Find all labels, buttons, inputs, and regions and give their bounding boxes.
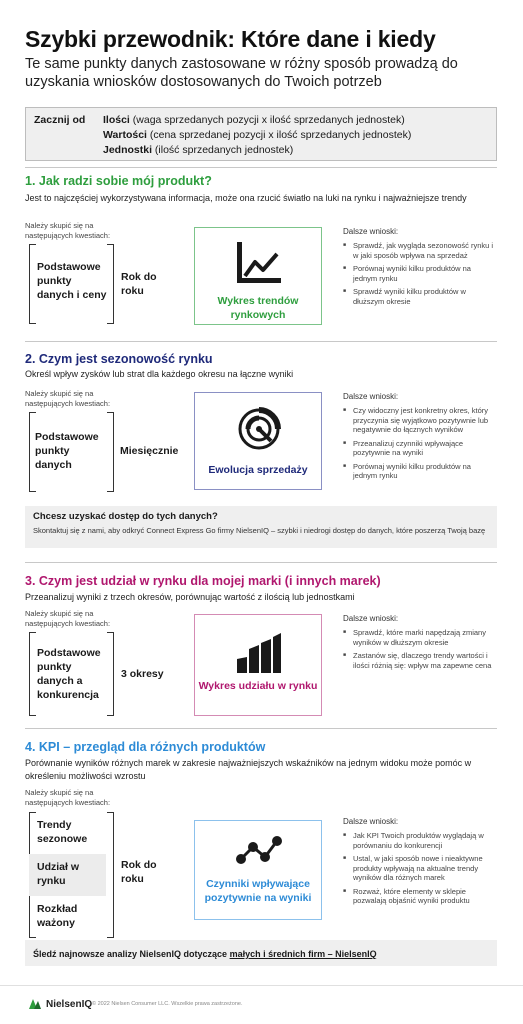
follow-text: Śledź najnowsze analizy NielsenIQ dotyczące — [33, 949, 230, 959]
section-1-dimension: Podstawowe punkty danych i ceny — [37, 261, 107, 301]
section-3-title: 3. Czym jest udział w rynku dla mojej marki (i innych marek) — [25, 574, 381, 588]
section-4-period: Rok do roku — [121, 859, 157, 885]
section-3-desc: Przeanalizuj wyniki z trzech okresów, porównując wartość z ilością lub jednostkami — [25, 592, 355, 602]
divider — [25, 167, 497, 168]
insights-title: Dalsze wnioski: — [343, 227, 399, 236]
start-desc: (waga sprzedanych pozycji x ilość sprzedanych jednostek) — [129, 114, 405, 126]
insights-title: Dalsze wnioski: — [343, 817, 399, 826]
section-1-period: Rok do roku — [121, 271, 157, 297]
cta-text: Skontaktuj się z nami, aby odkryć Connect Express Go firmy NielsenIQ – szybki i niedrogi dostęp do danych, które poszerzą Twoją bazę — [33, 526, 486, 535]
section-4-desc: Porównanie wyników różnych marek w zakresie najważniejszych wskaźników na jednym widoku może pomóc w określeniu możliwości wzrostu — [25, 758, 472, 781]
cta-title: Chcesz uzyskać dostęp do tych danych? — [33, 511, 218, 522]
section-1-desc: Jest to najczęściej wykorzystywana informacja, może ona rzucić światło na luki na rynku i najważniejsze trendy — [25, 193, 467, 203]
section-4-chart-card[interactable] — [194, 820, 322, 920]
kpi-rows — [29, 812, 106, 938]
start-desc: (ilość sprzedanych jednostek) — [152, 144, 294, 156]
section-2-dimension: Podstawowe punkty danych — [35, 431, 99, 471]
nielseniq-logo[interactable] — [28, 998, 92, 1010]
insight-item: ■ Rozważ, które elementy w sklepie pozwalają objaśnić wyniki produktu — [343, 887, 495, 906]
insight-item: ■ Zastanów się, dlaczego trendy wartości i ilości różnią się: wpływ ma zapewne cena — [343, 651, 495, 670]
section-1-insights — [343, 227, 495, 310]
section-1-title: 1. Jak radzi sobie mój produkt? — [25, 174, 212, 188]
section-2-title: 2. Czym jest sezonowość rynku — [25, 352, 213, 366]
section-3-dimension: Podstawowe punkty danych a konkurencja — [37, 647, 101, 701]
nielseniq-logo-icon — [28, 998, 42, 1010]
section-1-chart-card[interactable] — [194, 227, 322, 325]
section-3-period: 3 okresy — [121, 668, 164, 680]
section-3-chart-label: Wykres udziału w rynku — [198, 680, 318, 692]
start-row-value — [103, 129, 411, 141]
sales-evolution-icon — [235, 405, 283, 453]
section-4-ask-label: Należy skupić się na następujących kwestiach: — [25, 788, 111, 807]
divider — [25, 562, 497, 563]
section-2-chart-card[interactable] — [194, 392, 322, 490]
smb-insights-link[interactable]: małych i średnich firm – NielsenIQ — [229, 949, 377, 959]
section-2-desc: Określ wpływ zysków lub strat dla każdego okresu na łączne wyniki — [25, 369, 294, 379]
page-title: Szybki przewodnik: Które dane i kiedy — [25, 26, 436, 52]
section-4-chart-label: Czynniki wpływające pozytywnie na wyniki — [204, 878, 312, 904]
section-2-ask-label: Należy skupić się na następujących kwestiach: — [25, 389, 111, 408]
follow-box — [25, 940, 497, 966]
section-3-insights — [343, 614, 495, 674]
logo-text: NielsenIQ — [46, 998, 93, 1010]
section-3-ask-label: Należy skupić się na następujących kwestiach: — [25, 609, 111, 628]
insights-title: Dalsze wnioski: — [343, 614, 399, 623]
section-3-chart-card[interactable] — [194, 614, 322, 716]
insight-item: ■ Sprawdź, jak wygląda sezonowość rynku i w jaki sposób wpływa na sprzedaż — [343, 241, 495, 260]
page-subtitle: Te same punkty danych zastosowane w różny sposób prowadzą do uzyskania wniosków dostosowanych do Twoich potrzeb — [25, 56, 458, 90]
start-label: Zacznij od — [34, 114, 86, 126]
section-1-chart-label: Wykres trendów rynkowych — [217, 295, 299, 321]
kpi-row: Rozkład ważony — [37, 903, 78, 929]
insight-item: ■ Ustal, w jaki sposób nowe i nieaktywne produkty wpływają na aktualne trendy wyników dla różnych marek — [343, 854, 495, 883]
start-row-quantity — [103, 114, 405, 126]
start-term: Jednostki — [103, 144, 153, 156]
section-2-period: Miesięcznie — [120, 445, 179, 457]
section-4-insights — [343, 817, 495, 910]
start-term: Ilości — [103, 114, 130, 126]
start-box — [25, 107, 497, 161]
market-share-bars-icon — [235, 631, 283, 675]
start-desc: (cena sprzedanej pozycji x ilość sprzedanych jednostek) — [146, 129, 412, 141]
copyright: © 2022 Nielsen Consumer LLC. Wszelkie prawa zastrzeżone. — [92, 1001, 243, 1007]
insight-item: ■ Sprawdź, które marki napędzają zmiany wyników w dłuższym okresie — [343, 628, 495, 647]
access-cta-box[interactable] — [25, 506, 497, 548]
insights-title: Dalsze wnioski: — [343, 392, 399, 401]
divider — [25, 728, 497, 729]
kpi-row: Trendy sezonowe — [37, 819, 88, 845]
insight-item: ■ Czy widoczny jest konkretny okres, który przyczynia się wyjątkowo pozytywnie lub negatywnie do łącznych wyników — [343, 406, 495, 435]
footer-divider — [0, 985, 523, 986]
insight-item: ■ Sprawdź wyniki kilku produktów w dłuższym okresie — [343, 287, 495, 306]
insight-item: ■ Jak KPI Twoich produktów wyglądają w porównaniu do konkurencji — [343, 831, 495, 850]
network-nodes-icon — [235, 833, 283, 867]
insight-item: ■ Przeanalizuj czynniki wpływające pozytywnie na wyniki — [343, 439, 495, 458]
start-row-units — [103, 144, 293, 156]
insight-item: ■ Porównaj wyniki kilku produktów na jednym rynku — [343, 264, 495, 283]
insight-item: ■ Porównaj wyniki kilku produktów na jednym rynku — [343, 462, 495, 481]
kpi-row: Udział w rynku — [29, 854, 106, 896]
trend-chart-icon — [235, 240, 283, 288]
section-1-ask-label: Należy skupić się na następujących kwestiach: — [25, 221, 111, 240]
divider — [25, 341, 497, 342]
section-4-title: 4. KPI – przegląd dla różnych produktów — [25, 740, 266, 754]
start-term: Wartości — [103, 129, 147, 141]
section-2-chart-label: Ewolucja sprzedaży — [208, 464, 308, 476]
section-2-insights — [343, 392, 495, 485]
